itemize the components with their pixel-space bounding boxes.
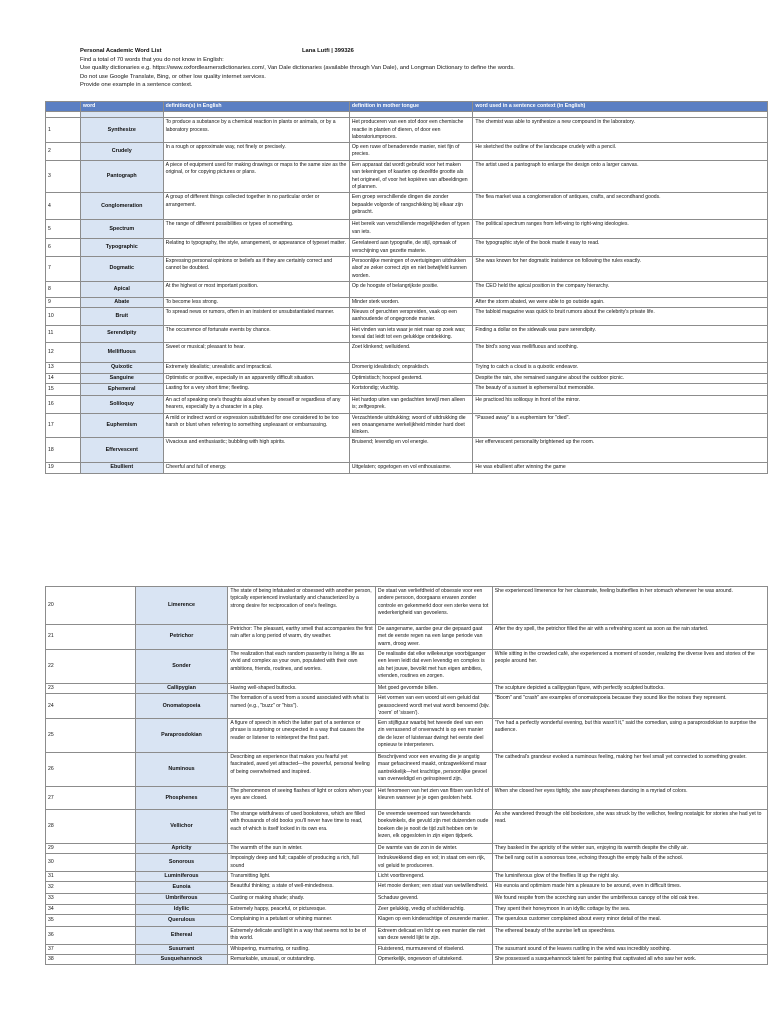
column-header-sentence-context: word used in a sentence context (in English): [473, 102, 768, 112]
mother-tongue-definition-cell: Klagen op een kinderachtige of zeurende manier.: [375, 914, 492, 926]
mother-tongue-definition-cell: Nieuws of geruchten verspreiden, vaak op een aanhoudende of ongegronde manier.: [349, 308, 473, 326]
sentence-context-cell: He practiced his soliloquy in front of the mirror.: [473, 395, 768, 413]
instruction-line: Do not use Google Translate, Bing, or other low quality internet services.: [80, 73, 266, 80]
mother-tongue-definition-cell: Licht voortbrengend.: [375, 872, 492, 882]
table-row: [46, 719, 768, 753]
sentence-context-cell: She possessed a susquehannock talent for painting that captivated all who saw her work.: [492, 954, 767, 964]
sentence-context-cell: The ethereal beauty of the sunrise left us speechless.: [492, 926, 767, 944]
table-row: [46, 894, 768, 904]
sentence-context-cell: The bird's song was mellifluous and soothing.: [473, 343, 768, 363]
row-number: 25: [46, 719, 136, 753]
english-definition-cell: The strange wistfulness of used bookstores, which are filled with thousands of old books you'll never have time to read, each of which is itself locked in its own era.: [228, 810, 376, 844]
sentence-context-cell: The tabloid magazine was quick to bruit rumors about the celebrity's private life.: [473, 308, 768, 326]
english-definition-cell: Extremely delicate and light in a way that seems not to be of this world.: [228, 926, 376, 944]
row-number: 5: [46, 220, 81, 239]
word-cell: Conglomeration: [80, 193, 163, 220]
word-cell: Ethereal: [135, 926, 228, 944]
sentence-context-cell: The flea market was a conglomeration of antiques, crafts, and secondhand goods.: [473, 193, 768, 220]
mother-tongue-definition-cell: Het hardop uiten van gedachten terwijl men alleen is; zelfgesprek.: [349, 395, 473, 413]
mother-tongue-definition-cell: Het bereik van verschillende mogelijkheden of typen van iets.: [349, 220, 473, 239]
row-number: 15: [46, 383, 81, 395]
english-definition-cell: A group of different things collected together in no particular order or arrangement.: [163, 193, 349, 220]
english-definition-cell: Imposingly deep and full; capable of producing a rich, full sound: [228, 854, 376, 872]
word-cell: Eunoia: [135, 882, 228, 894]
word-cell: Serendipity: [80, 325, 163, 343]
word-list-table-part-1: [45, 101, 768, 474]
english-definition-cell: A piece of equipment used for making drawings or maps to the same size as the original, or for copying pictures or plans.: [163, 161, 349, 193]
row-number: 18: [46, 438, 81, 463]
word-cell: Petrichor: [135, 625, 228, 650]
row-number: 16: [46, 395, 81, 413]
word-cell: Ephemeral: [80, 383, 163, 395]
row-number: 36: [46, 926, 136, 944]
word-cell: Limerence: [135, 587, 228, 625]
english-definition-cell: Transmitting light.: [228, 872, 376, 882]
word-cell: Abate: [80, 297, 163, 307]
column-header-word: word: [80, 102, 163, 112]
mother-tongue-definition-cell: De vreemde weemoed van tweedehands boekwinkels, die gevuld zijn met duizenden oude boeken die je nooit de tijd zult hebben om te lezen, elk opgesloten in zijn eigen tijdperk.: [375, 810, 492, 844]
row-number: 3: [46, 161, 81, 193]
sentence-context-cell: After the dry spell, the petrichor filled the air with a refreshing scent as soon as the rain started.: [492, 625, 767, 650]
table-row: [46, 363, 768, 373]
word-cell: Sonorous: [135, 854, 228, 872]
word-cell: Susurrant: [135, 944, 228, 954]
row-number: 34: [46, 904, 136, 914]
sentence-context-cell: The typographic style of the book made it easy to read.: [473, 239, 768, 257]
mother-tongue-definition-cell: Het fenomeen van het zien van flitsen van licht of kleuren wanneer je je ogen gesloten hebt.: [375, 787, 492, 810]
row-number: 6: [46, 239, 81, 257]
english-definition-cell: The occurrence of fortunate events by chance.: [163, 325, 349, 343]
table-row: [46, 373, 768, 383]
word-cell: Idyllic: [135, 904, 228, 914]
word-cell: Ebullient: [80, 463, 163, 473]
table-row: [46, 281, 768, 297]
table-row: [46, 220, 768, 239]
row-number: 30: [46, 854, 136, 872]
sentence-context-cell: His eunoia and optimism made him a pleasure to be around, even in difficult times.: [492, 882, 767, 894]
table-row: [46, 904, 768, 914]
table-row: [46, 944, 768, 954]
row-number: 38: [46, 954, 136, 964]
english-definition-cell: Describing an experience that makes you fearful yet fascinated, awed yet attracted—the powerful, personal feeling of being overwhelmed and inspired.: [228, 753, 376, 787]
row-number: 17: [46, 413, 81, 438]
word-cell: Querulous: [135, 914, 228, 926]
word-cell: Bruit: [80, 308, 163, 326]
mother-tongue-definition-cell: De realisatie dat elke willekeurige voorbijganger een leven leidt dat even levendig en complex is als het jouwe, bevolkt met hun eigen ambities, vrienden, routines en zorgen.: [375, 650, 492, 684]
table-row: [46, 395, 768, 413]
word-cell: Pantograph: [80, 161, 163, 193]
mother-tongue-definition-cell: Indrukwekkend diep en vol; in staat om een rijk, vol geluid te produceren.: [375, 854, 492, 872]
word-cell: Susquehannock: [135, 954, 228, 964]
table-row: [46, 239, 768, 257]
word-cell: Quixotic: [80, 363, 163, 373]
sentence-context-cell: Finding a dollar on the sidewalk was pure serendipity.: [473, 325, 768, 343]
row-number: 7: [46, 256, 81, 281]
mother-tongue-definition-cell: Optimistisch; hoopvol gestemd.: [349, 373, 473, 383]
english-definition-cell: Cheerful and full of energy.: [163, 463, 349, 473]
word-cell: Euphemism: [80, 413, 163, 438]
row-number: 28: [46, 810, 136, 844]
table-row: [46, 325, 768, 343]
mother-tongue-definition-cell: Fluisterend, murmurerend of ritselend.: [375, 944, 492, 954]
word-cell: Onomatopoeia: [135, 694, 228, 719]
table-row: [46, 684, 768, 694]
sentence-context-cell: "Boom" and "crash" are examples of onomatopoeia because they sound like the noises they represent.: [492, 694, 767, 719]
sentence-context-cell: They basked in the apricity of the winter sun, enjoying its warmth despite the chilly air.: [492, 844, 767, 854]
english-definition-cell: Vivacious and enthusiastic; bubbling with high spirits.: [163, 438, 349, 463]
sentence-context-cell: The luminiferous glow of the fireflies lit up the night sky.: [492, 872, 767, 882]
word-cell: Numinous: [135, 753, 228, 787]
word-cell: Soliloquy: [80, 395, 163, 413]
row-number: 11: [46, 325, 81, 343]
word-cell: Vellichor: [135, 810, 228, 844]
english-definition-cell: Extremely happy, peaceful, or picturesque.: [228, 904, 376, 914]
table-row: [46, 694, 768, 719]
table-row: [46, 882, 768, 894]
row-number: 9: [46, 297, 81, 307]
mother-tongue-definition-cell: Het produceren van een stof door een chemische reactie in planten of dieren, of door een laboratoriumproces.: [349, 118, 473, 143]
table-row: [46, 810, 768, 844]
mother-tongue-definition-cell: Kortstondig; vluchtig.: [349, 383, 473, 395]
row-number: 33: [46, 894, 136, 904]
english-definition-cell: Remarkable, unusual, or outstanding.: [228, 954, 376, 964]
sentence-context-cell: Despite the rain, she remained sanguine about the outdoor picnic.: [473, 373, 768, 383]
english-definition-cell: Sweet or musical; pleasant to hear.: [163, 343, 349, 363]
mother-tongue-definition-cell: Minder sterk worden.: [349, 297, 473, 307]
table-row: [46, 438, 768, 463]
row-number: 22: [46, 650, 136, 684]
document-header: [80, 47, 720, 90]
english-definition-cell: A figure of speech in which the latter part of a sentence or phrase is surprising or unexpected in a way that causes the reader or listener to reinterpret the first part.: [228, 719, 376, 753]
sentence-context-cell: "Passed away" is a euphemism for "died".: [473, 413, 768, 438]
sentence-context-cell: The political spectrum ranges from left-wing to right-wing ideologies.: [473, 220, 768, 239]
table-row: [46, 844, 768, 854]
mother-tongue-definition-cell: De warmte van de zon in de winter.: [375, 844, 492, 854]
english-definition-cell: The phenomenon of seeing flashes of light or colors when your eyes are closed.: [228, 787, 376, 810]
sentence-context-cell: She experienced limerence for her classmate, feeling butterflies in her stomach whenever he was around.: [492, 587, 767, 625]
sentence-context-cell: After the storm abated, we were able to go outside again.: [473, 297, 768, 307]
table-row: [46, 256, 768, 281]
sentence-context-cell: The sculpture depicted a callipygian figure, with perfectly sculpted buttocks.: [492, 684, 767, 694]
table-row: [46, 383, 768, 395]
word-cell: Luminiferous: [135, 872, 228, 882]
word-cell: Effervescent: [80, 438, 163, 463]
word-cell: Umbriferous: [135, 894, 228, 904]
header-title-row: [80, 47, 720, 56]
table-row: [46, 143, 768, 161]
sentence-context-cell: The querulous customer complained about every minor detail of the meal.: [492, 914, 767, 926]
sentence-context-cell: He was ebullient after winning the game: [473, 463, 768, 473]
english-definition-cell: At the highest or most important position.: [163, 281, 349, 297]
row-number: 13: [46, 363, 81, 373]
column-header-number: [46, 102, 81, 112]
english-definition-cell: Optimistic or positive, especially in an apparently difficult situation.: [163, 373, 349, 383]
row-number: 32: [46, 882, 136, 894]
sentence-context-cell: The chemist was able to synthesize a new compound in the laboratory.: [473, 118, 768, 143]
table-row: [46, 463, 768, 473]
table-row: [46, 872, 768, 882]
table-row: [46, 625, 768, 650]
mother-tongue-definition-cell: Zeer gelukkig, vredig of schilderachtig.: [375, 904, 492, 914]
sentence-context-cell: While sitting in the crowded café, she experienced a moment of sonder, realizing the diverse lives and stories of the people around her.: [492, 650, 767, 684]
english-definition-cell: The warmth of the sun in winter.: [228, 844, 376, 854]
instruction-line: Provide one example in a sentence context.: [80, 82, 193, 88]
english-definition-cell: The range of different possibilities or types of something.: [163, 220, 349, 239]
row-number: 20: [46, 587, 136, 625]
word-cell: Apricity: [135, 844, 228, 854]
word-cell: Callipygian: [135, 684, 228, 694]
table-row: [46, 650, 768, 684]
mother-tongue-definition-cell: De aangename, aardse geur die gepaard gaat met de eerste regen na een lange periode van warm, droog weer.: [375, 625, 492, 650]
sentence-context-cell: "I've had a perfectly wonderful evening, but this wasn't it," said the comedian, using a paraprosdokian to surprise the audience.: [492, 719, 767, 753]
instruction-line: Find a total of 70 words that you do not know in English:: [80, 56, 224, 63]
english-definition-cell: Complaining in a petulant or whining manner.: [228, 914, 376, 926]
row-number: 10: [46, 308, 81, 326]
instruction-line: Use quality dictionaries e.g. https://www.oxfordlearnersdictionaries.com/, Van Dale dictionaries (available through Van Dale), and Longman Dictionary to define the words.: [80, 65, 515, 71]
mother-tongue-definition-cell: Opmerkelijk, ongewoon of uitstekend.: [375, 954, 492, 964]
table-row: [46, 753, 768, 787]
table-header-row: [46, 102, 768, 112]
row-number: 2: [46, 143, 81, 161]
row-number: 1: [46, 118, 81, 143]
sentence-context-cell: The susurrant sound of the leaves rustling in the wind was incredibly soothing.: [492, 944, 767, 954]
english-definition-cell: The formation of a word from a sound associated with what is named (e.g., "buzz" or "hiss").: [228, 694, 376, 719]
sentence-context-cell: The bell rang out in a sonorous tone, echoing through the empty halls of the school.: [492, 854, 767, 872]
row-number: 23: [46, 684, 136, 694]
sentence-context-cell: He sketched the outline of the landscape crudely with a pencil.: [473, 143, 768, 161]
table-row: [46, 854, 768, 872]
word-cell: Sanguine: [80, 373, 163, 383]
table-row: [46, 343, 768, 363]
mother-tongue-definition-cell: Een stijlfiguur waarbij het tweede deel van een zin verrassend of onverwacht is op een manier die de lezer of luisteraar dwingt het eerste deel opnieuw te interpreteren.: [375, 719, 492, 753]
english-definition-cell: Beautiful thinking; a state of well-mindedness.: [228, 882, 376, 894]
row-number: 14: [46, 373, 81, 383]
table-row: [46, 413, 768, 438]
table-row: [46, 308, 768, 326]
mother-tongue-definition-cell: Een groep verschillende dingen die zonder bepaalde volgorde of rangschikking bij elkaar zijn gebracht.: [349, 193, 473, 220]
english-definition-cell: Lasting for a very short time; fleeting.: [163, 383, 349, 395]
mother-tongue-definition-cell: Het vinden van iets waar je niet naar op zoek was; toeval dat leidt tot een gelukkige ontdekking.: [349, 325, 473, 343]
row-number: 31: [46, 872, 136, 882]
table-row: [46, 161, 768, 193]
table-row: [46, 118, 768, 143]
row-number: 27: [46, 787, 136, 810]
mother-tongue-definition-cell: Bruisend; levendig en vol energie.: [349, 438, 473, 463]
sentence-context-cell: As she wandered through the old bookstore, she was struck by the vellichor, feeling nostalgic for stories she had yet to read.: [492, 810, 767, 844]
row-number: 19: [46, 463, 81, 473]
word-cell: Synthesize: [80, 118, 163, 143]
row-number: 21: [46, 625, 136, 650]
sentence-context-cell: Her effervescent personality brightened up the room.: [473, 438, 768, 463]
sentence-context-cell: The artist used a pantograph to enlarge the design onto a larger canvas.: [473, 161, 768, 193]
english-definition-cell: Casting or making shade; shady.: [228, 894, 376, 904]
mother-tongue-definition-cell: Met goed gevormde billen.: [375, 684, 492, 694]
word-cell: Spectrum: [80, 220, 163, 239]
mother-tongue-definition-cell: Gerelateerd aan typografie, de stijl, opmaak of verschijning van gezette materie.: [349, 239, 473, 257]
table-row: [46, 954, 768, 964]
mother-tongue-definition-cell: Een apparaat dat wordt gebruikt voor het maken van tekeningen of kaarten op dezelfde grootte als het origineel, of voor het kopiëren van afbeeldingen of plannen.: [349, 161, 473, 193]
sentence-context-cell: The cathedral's grandeur evoked a numinous feeling, making her feel small yet connected to something greater.: [492, 753, 767, 787]
word-cell: Paraprosdokian: [135, 719, 228, 753]
table-row: [46, 587, 768, 625]
table-row: [46, 787, 768, 810]
mother-tongue-definition-cell: Uitgelaten; opgetogen en vol enthousiasme.: [349, 463, 473, 473]
sentence-context-cell: She was known for her dogmatic insistence on following the rules exactly.: [473, 256, 768, 281]
english-definition-cell: In a rough or approximate way, not finely or precisely.: [163, 143, 349, 161]
word-cell: Phosphenes: [135, 787, 228, 810]
mother-tongue-definition-cell: Extreem delicaat en licht op een manier die niet van deze wereld lijkt te zijn.: [375, 926, 492, 944]
word-cell: Apical: [80, 281, 163, 297]
word-cell: Sonder: [135, 650, 228, 684]
mother-tongue-definition-cell: Schaduw gevend.: [375, 894, 492, 904]
english-definition-cell: Having well-shaped buttocks.: [228, 684, 376, 694]
mother-tongue-definition-cell: Beschrijvend voor een ervaring die je angstig maar gefascineerd maakt, ontzagwekkend maar aantrekkelijk—het krachtige, persoonlijke gevoel van overweldigd en geïnspireerd zijn.: [375, 753, 492, 787]
sentence-context-cell: When she closed her eyes tightly, she saw phosphenes dancing in a myriad of colors.: [492, 787, 767, 810]
mother-tongue-definition-cell: Dromerig idealistisch; onpraktisch.: [349, 363, 473, 373]
document-title: Personal Academic Word List: [80, 48, 162, 54]
sentence-context-cell: Trying to catch a cloud is a quixotic endeavor.: [473, 363, 768, 373]
word-cell: Dogmatic: [80, 256, 163, 281]
table-row: [46, 193, 768, 220]
row-number: 12: [46, 343, 81, 363]
english-definition-cell: A mild or indirect word or expression substituted for one considered to be too harsh or blunt when referring to something unpleasant or embarrassing.: [163, 413, 349, 438]
row-number: 29: [46, 844, 136, 854]
mother-tongue-definition-cell: Op een ruwe of benaderende manier, niet fijn of precies.: [349, 143, 473, 161]
mother-tongue-definition-cell: Het vormen van een woord uit een geluid dat geassocieerd wordt met wat wordt benoemd (bijv. 'zoem' of 'sissen').: [375, 694, 492, 719]
english-definition-cell: To become less strong.: [163, 297, 349, 307]
mother-tongue-definition-cell: Op de hoogste of belangrijkste positie.: [349, 281, 473, 297]
sentence-context-cell: The beauty of a sunset is ephemeral but memorable.: [473, 383, 768, 395]
english-definition-cell: Expressing personal opinions or beliefs as if they are certainly correct and cannot be doubted.: [163, 256, 349, 281]
row-number: 24: [46, 694, 136, 719]
mother-tongue-definition-cell: Het mooie denken; een staat van welwillendheid.: [375, 882, 492, 894]
english-definition-cell: Petrichor: The pleasant, earthy smell that accompanies the first rain after a long period of warm, dry weather.: [228, 625, 376, 650]
mother-tongue-definition-cell: Verzachtende uitdrukking; woord of uitdrukking die een onaangename werkelijkheid minder hard doet klinken.: [349, 413, 473, 438]
sentence-context-cell: They spent their honeymoon in an idyllic cottage by the sea.: [492, 904, 767, 914]
row-number: 4: [46, 193, 81, 220]
table-row: [46, 297, 768, 307]
column-header-english-definition: definition(s) in English: [163, 102, 349, 112]
sentence-context-cell: We found respite from the scorching sun under the umbriferous canopy of the old oak tree.: [492, 894, 767, 904]
row-number: 35: [46, 914, 136, 926]
author-line: Lana Lutfi | 399326: [302, 48, 354, 54]
word-cell: Mellifluous: [80, 343, 163, 363]
english-definition-cell: Extremely idealistic; unrealistic and impractical.: [163, 363, 349, 373]
english-definition-cell: Relating to typography, the style, arrangement, or appearance of typeset matter.: [163, 239, 349, 257]
column-header-mother-tongue-definition: definition in mother tongue: [349, 102, 473, 112]
table-row: [46, 914, 768, 926]
english-definition-cell: Whispering, murmuring, or rustling.: [228, 944, 376, 954]
word-cell: Crudely: [80, 143, 163, 161]
word-list-table-part-2: [45, 586, 768, 965]
english-definition-cell: To spread news or rumors, often in an insistent or unsubstantiated manner.: [163, 308, 349, 326]
sentence-context-cell: The CEO held the apical position in the company hierarchy.: [473, 281, 768, 297]
mother-tongue-definition-cell: Persoonlijke meningen of overtuigingen uitdrukken alsof ze zeker correct zijn en niet betwijfeld kunnen worden.: [349, 256, 473, 281]
word-cell: Typographic: [80, 239, 163, 257]
row-number: 26: [46, 753, 136, 787]
english-definition-cell: The state of being infatuated or obsessed with another person, typically experienced involuntarily and characterized by a strong desire for reciprocation of one's feelings.: [228, 587, 376, 625]
row-number: 8: [46, 281, 81, 297]
english-definition-cell: To produce a substance by a chemical reaction in plants or animals, or by a laboratory process.: [163, 118, 349, 143]
mother-tongue-definition-cell: Zoet klinkend; welluidend.: [349, 343, 473, 363]
row-number: 37: [46, 944, 136, 954]
english-definition-cell: The realization that each random passerby is living a life as vivid and complex as your own, populated with their own ambitions, friends, routines, and worries.: [228, 650, 376, 684]
english-definition-cell: An act of speaking one's thoughts aloud when by oneself or regardless of any hearers, especially by a character in a play.: [163, 395, 349, 413]
table-row: [46, 926, 768, 944]
mother-tongue-definition-cell: De staat van verliefdheid of obsessie voor een andere persoon, doorgaans ervaren zonder controle en gekenmerkt door een sterke wens tot wederkerigheid van gevoelens.: [375, 587, 492, 625]
